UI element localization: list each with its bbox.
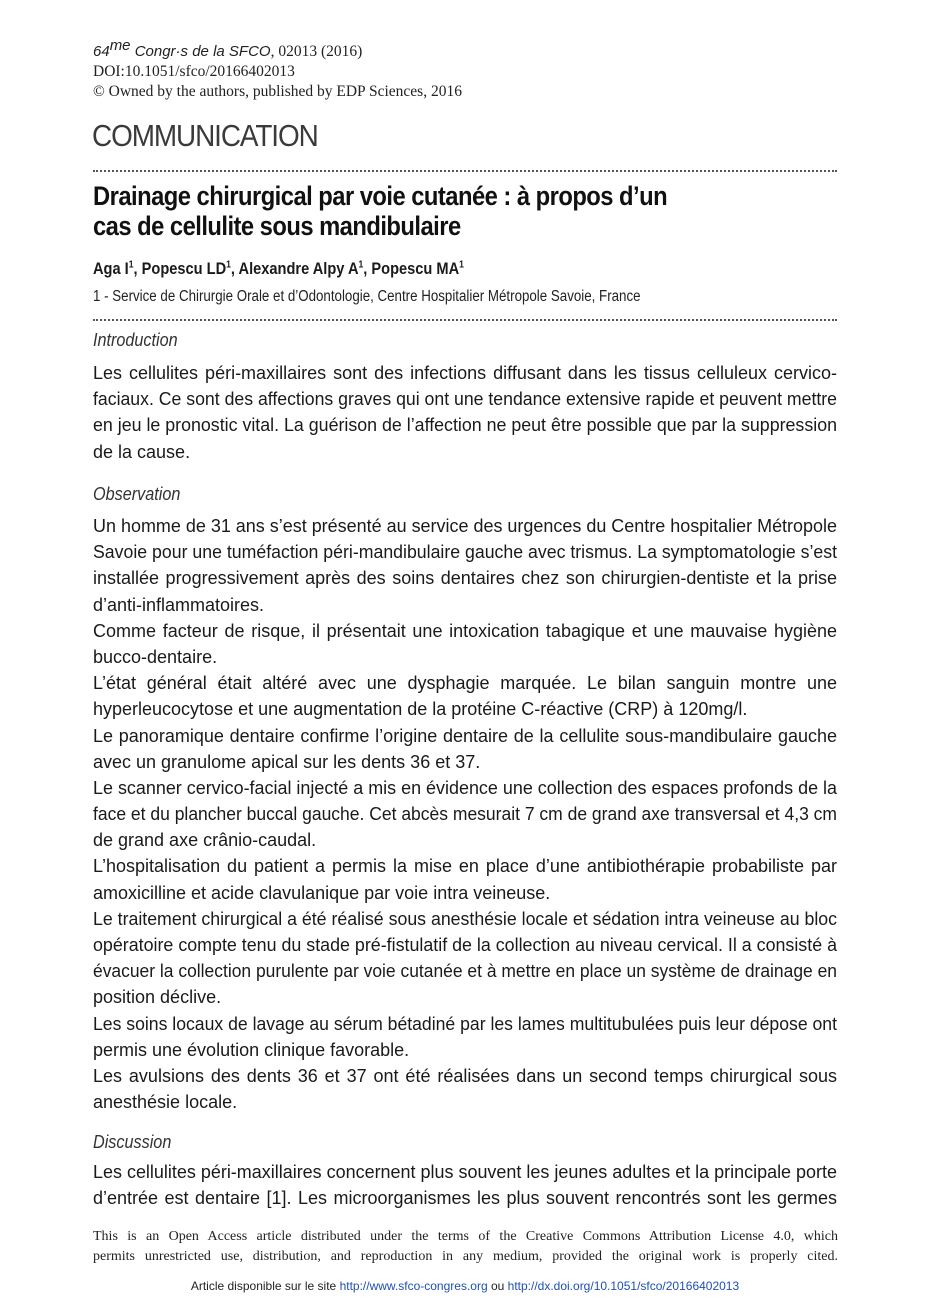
author-separator: , [230, 259, 239, 278]
doi-line: DOI:10.1051/sfco/20166402013 [93, 63, 295, 81]
author-affiliation-mark: 1 [358, 259, 364, 271]
license-text-line: This is an Open Access article distributed under the terms of the Creative Commons Attribution License 4.0, which [93, 1229, 838, 1244]
body-text-line: L’état général était altéré avec une dysphagie marquée. Le bilan sanguin montre une [93, 673, 837, 694]
site-link[interactable]: http://www.sfco-congres.org [339, 1279, 488, 1293]
body-text-line: avec un granulome apical sur les dents 36 et 37. [93, 751, 481, 772]
author-list [93, 259, 464, 279]
body-text-line: installée progressivement après des soins dentaires chez son chirurgien-dentiste et la prise [93, 568, 837, 589]
introduction-paragraph [93, 360, 837, 465]
article-title-line: cas de cellulite sous mandibulaire [93, 211, 461, 241]
body-text-line: Les cellulites péri-maxillaires concernent plus souvent les jeunes adultes et la principale porte [93, 1162, 837, 1182]
article-type-label: COMMUNICATION [92, 118, 318, 153]
body-text-line: bucco-dentaire. [93, 646, 218, 667]
article-title [93, 181, 762, 241]
body-text-line: Les avulsions des dents 36 et 37 ont été réalisées dans un second temps chirurgical sous [93, 1065, 837, 1086]
availability-conjunction: ou [487, 1279, 508, 1293]
body-text-line: de grand axe crânio-caudal. [93, 830, 317, 851]
body-text-line: hyperleucocytose et une augmentation de la protéine C-réactive (CRP) à 120mg/l. [93, 699, 748, 720]
body-text-line: L’hospitalisation du patient a permis la mise en place d’une antibiothérapie probabiliste par [93, 856, 837, 877]
body-text-line: évacuer la collection purulente par voie cutanée et à mettre en place un système de drainage en [93, 961, 837, 982]
dotted-divider-bottom [93, 319, 837, 321]
body-text-line: Un homme de 31 ans s’est présenté au service des urgences du Centre hospitalier Métropole [93, 516, 837, 536]
author-affiliation-mark: 1 [459, 259, 464, 271]
dotted-divider-top [93, 170, 837, 172]
availability-line [0, 1279, 930, 1293]
observation-paragraph [93, 513, 837, 1115]
conference-citation [93, 36, 462, 62]
copyright-line: © Owned by the authors, published by EDP Sciences, 2016 [93, 83, 462, 101]
section-heading-observation: Observation [93, 484, 181, 504]
author-separator: , [363, 259, 372, 278]
body-text-line: amoxicilline et acide clavulanique par voie intra veineuse. [93, 882, 551, 903]
license-text-line: permits unrestricted use, distribution, and reproduction in any medium, provided the original work is properly cited. [93, 1249, 838, 1264]
body-text-line: permis une évolution clinique favorable. [93, 1039, 410, 1060]
body-text-line: Comme facteur de risque, il présentait une intoxication tabagique et une mauvaise hygiène [93, 620, 837, 641]
author-name: Popescu LD [141, 259, 227, 278]
section-heading-introduction: Introduction [93, 330, 178, 350]
section-heading-discussion: Discussion [93, 1132, 172, 1152]
body-text-line: d’anti-inflammatoires. [93, 594, 265, 615]
body-text-line: d’entrée est dentaire [1]. Les microorganismes les plus souvent rencontrés sont les germes [93, 1188, 837, 1209]
author-name: Popescu MA [371, 259, 460, 278]
author-name: Alexandre Alpy A [238, 259, 359, 278]
conference-reference: , 02013 (2016) [270, 43, 363, 61]
conference-number: 64 [93, 43, 110, 61]
body-text-line: position déclive. [93, 987, 222, 1008]
author-affiliation-mark: 1 [128, 259, 134, 271]
affiliation-line: 1 - Service de Chirurgie Orale et d’Odontologie, Centre Hospitalier Métropole Savoie, France [93, 288, 641, 305]
body-text-line: anesthésie locale. [93, 1092, 238, 1113]
body-text-line: opératoire compte tenu du stade pré-fistulatif de la collection au niveau cervical. Il a consisté à [93, 935, 837, 955]
conference-number-sup: me [109, 37, 131, 54]
license-notice [93, 1227, 838, 1267]
body-text-line: faciaux. Ce sont des affections graves qui ont une tendance extensive rapide et peuvent mettre [93, 389, 837, 410]
body-text-line: en jeu le pronostic vital. La guérison de l’affection ne peut être possible que par la suppression [93, 415, 837, 436]
author-affiliation-mark: 1 [226, 259, 231, 271]
body-text-line: Le panoramique dentaire confirme l’origine dentaire de la cellulite sous-mandibulaire gauche [93, 725, 837, 746]
conference-name: Congr·s de la SFCO [130, 43, 271, 61]
availability-prefix: Article disponible sur le site [190, 1279, 340, 1293]
doi-link[interactable]: http://dx.doi.org/10.1051/sfco/20166402013 [507, 1279, 740, 1293]
author-separator: , [133, 259, 142, 278]
article-title-line: Drainage chirurgical par voie cutanée : à propos d’un [93, 181, 668, 211]
body-text-line: Le traitement chirurgical a été réalisé sous anesthésie locale et sédation intra veineuse au bloc [93, 908, 837, 929]
body-text-line: Les cellulites péri-maxillaires sont des infections diffusant dans les tissus celluleux cervico- [93, 363, 837, 383]
publication-header [93, 36, 462, 102]
author-name: Aga I [93, 259, 129, 278]
body-text-line: Savoie pour une tuméfaction péri-mandibulaire gauche avec trismus. La symptomatologie s’est [93, 542, 837, 563]
body-text-line: Le scanner cervico-facial injecté a mis en évidence une collection des espaces profonds de la [93, 777, 837, 798]
body-text-line: Les soins locaux de lavage au sérum bétadiné par les lames multitubulées puis leur dépose ont [93, 1013, 837, 1034]
discussion-paragraph [93, 1159, 837, 1211]
body-text-line: de la cause. [93, 441, 191, 462]
body-text-line: face et du plancher buccal gauche. Cet abcès mesurait 7 cm de grand axe transversal et 4,3 cm [93, 804, 837, 825]
